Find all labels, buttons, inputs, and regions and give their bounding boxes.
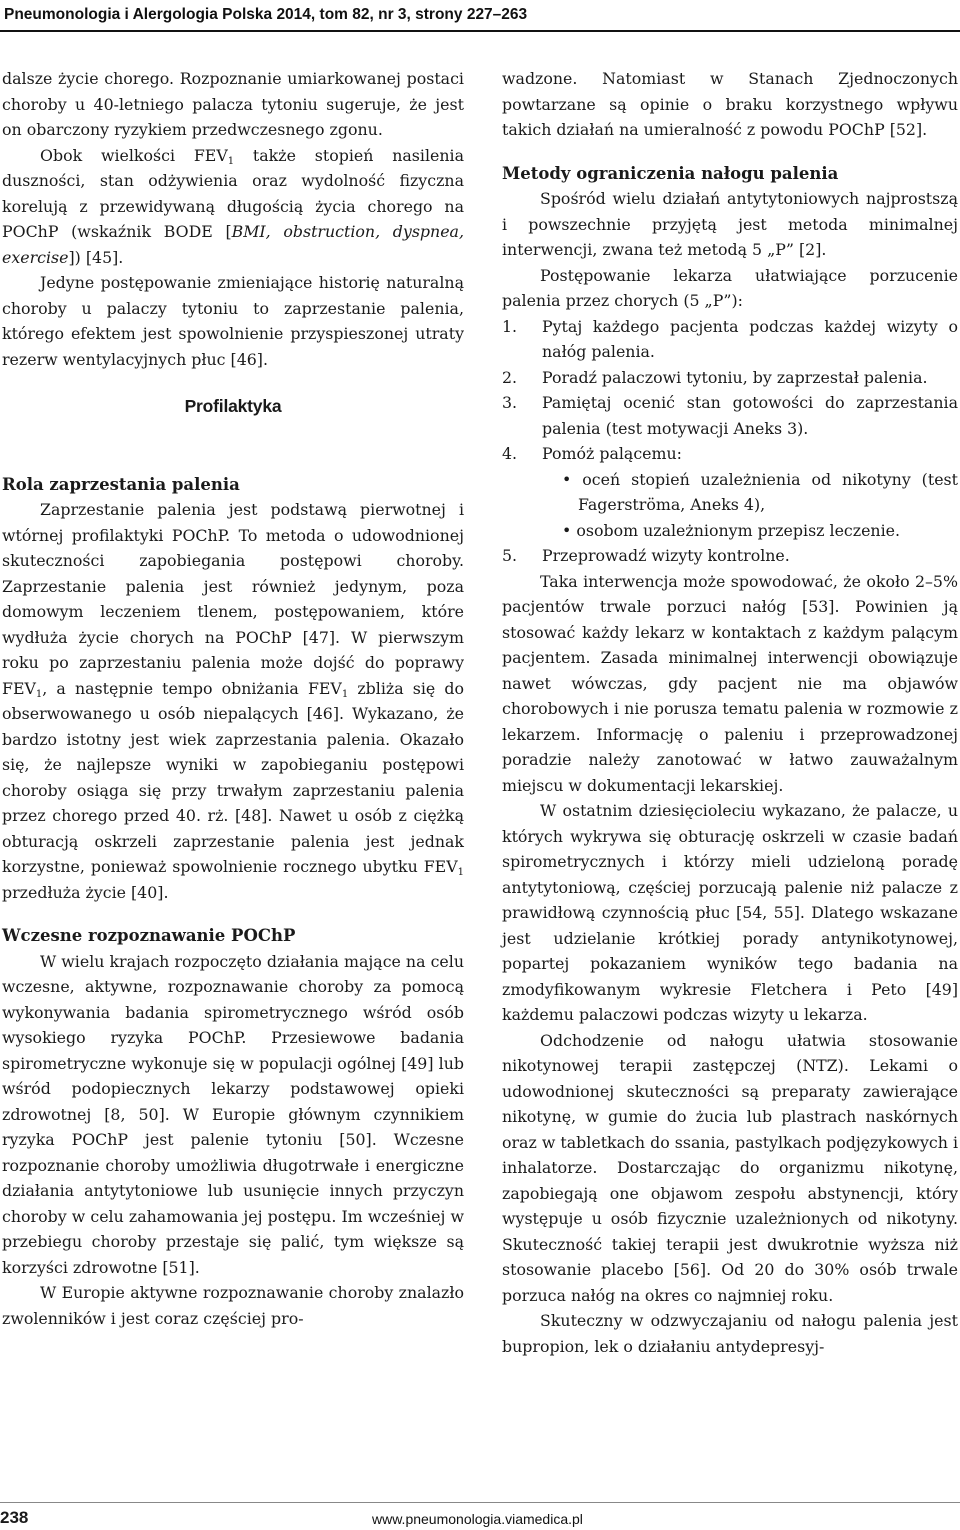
subscript: 1 bbox=[341, 688, 349, 700]
list-item bbox=[502, 390, 958, 441]
paragraph: Taka interwencja może spowodować, że około 2–5% pacjentów trwale porzuci nałóg [53]. Powinien ją stosować każdy lekarz w kontaktach z każdym palącym pacjentem. Zasada minimalnej interwencji obowiązuje nawet wówczas, gdy pacjent nie ma objawów chorobowych i nie porusza tematu palenia w rozmowie z lekarzem. Informację o paleniu i przeprowadzonej poradzie należy zanotować w łatwo zauważalnym miejscu w dokumentacji lekarskiej. bbox=[502, 571, 958, 795]
page-number: 238 bbox=[0, 1508, 29, 1527]
list-number: 3. bbox=[502, 393, 518, 412]
list-item bbox=[502, 314, 958, 365]
subscript: 1 bbox=[227, 155, 235, 167]
list-text: Pytaj każdego pacjenta podczas każdej wizyty o nałóg palenia. bbox=[542, 316, 958, 361]
right-column bbox=[502, 66, 958, 1359]
list-item bbox=[502, 543, 958, 569]
list-text: Przeprowadź wizyty kontrolne. bbox=[542, 546, 790, 565]
subsection-heading: Rola zaprzestania palenia bbox=[2, 474, 240, 494]
footer-rule bbox=[0, 1502, 960, 1503]
text-run: także stopień nasilenia duszności, stan odżywienia oraz wydolność fizyczna korelują z przewidywaną długością życia chorego na POChP (wskaźnik BODE [ bbox=[2, 145, 464, 241]
list-number: 2. bbox=[502, 367, 518, 387]
paragraph: dalsze życie chorego. Rozpoznanie umiarkowanej postaci choroby u 40-letniego palacza tytoniu sugeruje, że jest on obarczony ryzykiem przedwczesnego zgonu. bbox=[2, 69, 464, 139]
text-run: Zaprzestanie palenia jest podstawą pierwotnej i wtórnej profilaktyki POChP. To metoda o udowodnionej skuteczności zapobiegania postępowi choroby. Zaprzestanie palenia jest również jedynym, poza domowym leczeniem tlenem, postępowaniem, które wydłuża życie chorych na POChP [47]. W pierwszym roku po zaprzestaniu palenia może dojść do poprawy FEV bbox=[2, 500, 464, 698]
paragraph: Spośród wielu działań antytytoniowych najprostszą i powszechnie przyjętą jest metoda minimalnej interwencji, zwana też metodą 5 „P” [2]. bbox=[502, 189, 958, 259]
section-title: Profilaktyka bbox=[184, 396, 282, 416]
text-run: , a następnie tempo obniżania FEV bbox=[42, 678, 342, 698]
italic-run: BMI, obstruction, dyspnea, exercise bbox=[2, 222, 464, 267]
paragraph bbox=[2, 497, 464, 905]
paragraph: wadzone. Natomiast w Stanach Zjednoczonych powtarzane są opinie o braku korzystnego wpływu takich działań na umieralność z powodu POChP [52]. bbox=[502, 69, 958, 139]
header-rule bbox=[0, 30, 960, 32]
subscript: 1 bbox=[457, 867, 464, 878]
left-column bbox=[2, 66, 464, 1331]
paragraph: W wielu krajach rozpoczęto działania mające na celu wczesne, aktywne, rozpoznawanie choroby za pomocą wykonywania badania spirometrycznego wśród osób wysokiego ryzyka POChP. Przesiewowe badania spirometryczne wykonuje się w populacji ogólnej [49] lub wśród podopiecznych lekarzy podstawowej opieki zdrowotnej [8, 50]. W Europie głównym czynnikiem ryzyka POChP jest palenie tytoniu [50]. Wczesne rozpoznanie choroby umożliwia długotrwałe i energiczne działania antytytoniowe lub usunięcie innych przyczyn choroby w celu zahamowania jej postępu. Im wcześniej w przebiegu choroby przestaje się palić, tym większe są korzyści zdrowotne [51]. bbox=[2, 951, 464, 1277]
journal-url[interactable]: www.pneumonologia.viamedica.pl bbox=[372, 1511, 583, 1527]
text-run: zbliża się do obserwowanego u osób niepalących [46]. Wykazano, że bardzo istotny jest wiek zaprzestania palenia. Okazało się, że najlepsze wyniki w zapobieganiu postępowi choroby osiąga się przy trwałym zaprzestaniu palenia przez chorego przed 40. rż. [48]. Nawet u osób z ciężką obturacją oskrzeli zaprzestanie palenia jest jednak korzystne, ponieważ spowolnienie rocznego ubytku FEV bbox=[2, 678, 464, 876]
paragraph: W Europie aktywne rozpoznawanie choroby znalazło zwolenników i jest coraz częściej pro- bbox=[2, 1283, 464, 1328]
paragraph: Jedyne postępowanie zmieniające historię naturalną choroby u palaczy tytoniu to zaprzestanie palenia, którego efektem jest spowolnienie przyspieszonej utraty rezerw wentylacyjnych płuc [46]. bbox=[2, 273, 464, 369]
bullet-item: • osobom uzależnionym przepisz leczenie. bbox=[562, 520, 901, 540]
paragraph: W ostatnim dziesięcioleciu wykazano, że palacze, u których wykrywa się obturację oskrzeli w czasie badań spirometrycznych i którzy mieli udzieloną poradę antytytoniową, częściej porzucają palenie niż palacze z prawidłową czynnością płuc [54, 55]. Dlatego wskazane jest udzielanie krótkiej porady antynikotynowej, popartej pokazaniem wyników tego badania na zmodyfikowanym wykresie Fletchera i Peto [49] każdemu palaczowi podczas wizyty u lekarza. bbox=[502, 801, 958, 1024]
list-item bbox=[502, 441, 958, 467]
numbered-list bbox=[502, 314, 958, 467]
text-run: ]) [45]. bbox=[68, 247, 124, 267]
subsection-heading: Metody ograniczenia nałogu palenia bbox=[502, 163, 839, 183]
text-run: przedłuża życie [40]. bbox=[2, 882, 169, 902]
paragraph: Odchodzenie od nałogu ułatwia stosowanie nikotynowej terapii zastępczej (NTZ). Lekami o udowodnionej skuteczności są preparaty zawierające nikotynę, w gumie do żucia lub plastrach naskórnych oraz w tabletkach do ssania, pastylkach podjęzykowych i inhalatorze. Dostarczając do organizmu nikotynę, zapobiegają one objawom zespołu abstynencji, który występuje u osób fizycznie uzależnionych od nikotyny. Skuteczność takiej terapii jest dwukrotnie wyższa niż stosowanie placebo [56]. Od 20 do 30% osób trwale porzuca nałóg na okres co najmniej roku. bbox=[502, 1030, 958, 1305]
journal-header: Pneumonologia i Alergologia Polska 2014, tom 82, nr 3, strony 227–263 bbox=[4, 6, 528, 23]
list-text: Pomóż palącemu: bbox=[542, 444, 683, 463]
paragraph bbox=[2, 143, 464, 271]
list-number: 5. bbox=[502, 546, 518, 565]
list-text: Poradź palaczowi tytoniu, by zaprzestał palenia. bbox=[542, 367, 928, 387]
list-number: 4. bbox=[502, 444, 518, 463]
list-number: 1. bbox=[502, 316, 518, 336]
subsection-heading: Wczesne rozpoznawanie POChP bbox=[2, 926, 296, 945]
bullet-list bbox=[502, 467, 958, 544]
subscript: 1 bbox=[35, 688, 43, 700]
paragraph: Skuteczny w odzwyczajaniu od nałogu palenia jest bupropion, lek o działaniu antydepresyj- bbox=[502, 1311, 958, 1356]
bullet-item: • oceń stopień uzależnienia od nikotyny (test Fagerströma, Aneks 4), bbox=[562, 469, 958, 514]
text-run: Obok wielkości FEV bbox=[40, 145, 228, 165]
numbered-list bbox=[502, 543, 958, 569]
list-item bbox=[502, 365, 958, 391]
paragraph: Postępowanie lekarza ułatwiające porzucenie palenia przez chorych (5 „P”): bbox=[502, 265, 958, 310]
list-text: Pamiętaj ocenić stan gotowości do zaprzestania palenia (test motywacji Aneks 3). bbox=[542, 393, 958, 438]
